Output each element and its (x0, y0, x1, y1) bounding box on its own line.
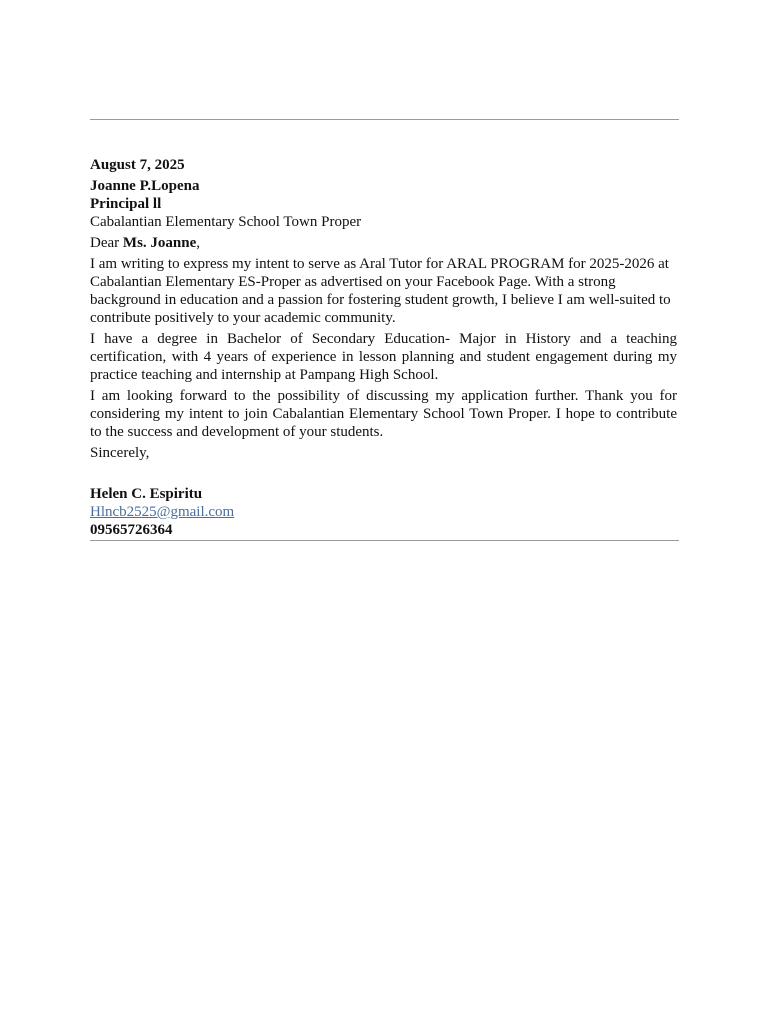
closing-line: Sincerely, (90, 445, 150, 461)
signature-email-line (90, 503, 677, 521)
paragraph-intent: I am writing to express my intent to serve as Aral Tutor for ARAL PROGRAM for 2025-2026 at Cabalantian Elementary ES-Proper as advertised on your Facebook Page. With a strong background in education and a passion for fostering student growth, I believe I am well-suited to contribute positively to your academic community. (90, 256, 671, 326)
letter-page (90, 119, 679, 541)
paragraph-qualifications: I have a degree in Bachelor of Secondary Education- Major in History and a teaching certification, with 4 years of experience in lesson planning and student engagement during my practice teaching and internship at Pampang High School. (90, 331, 677, 383)
paragraph-closing: I am looking forward to the possibility of discussing my application further. Thank you for considering my intent to join Cabalantian Elementary School Town Proper. I hope to contribute to the success and development of your students. (90, 388, 677, 440)
letter-date: August 7, 2025 (90, 157, 185, 173)
salutation (90, 234, 677, 252)
top-divider (90, 119, 679, 120)
signature-email-link[interactable]: Hlncb2525@gmail.com (90, 504, 235, 520)
salutation-suffix: , (196, 235, 200, 251)
letter-body (90, 156, 677, 539)
salutation-name: Ms. Joanne (122, 235, 197, 251)
signature-name: Helen C. Espiritu (90, 486, 203, 502)
recipient-title: Principal ll (90, 196, 162, 212)
recipient-name: Joanne P.Lopena (90, 178, 200, 194)
recipient-school: Cabalantian Elementary School Town Proper (90, 214, 362, 230)
salutation-prefix: Dear (90, 235, 123, 251)
bottom-divider (90, 540, 679, 541)
signature-phone: 09565726364 (90, 522, 173, 538)
